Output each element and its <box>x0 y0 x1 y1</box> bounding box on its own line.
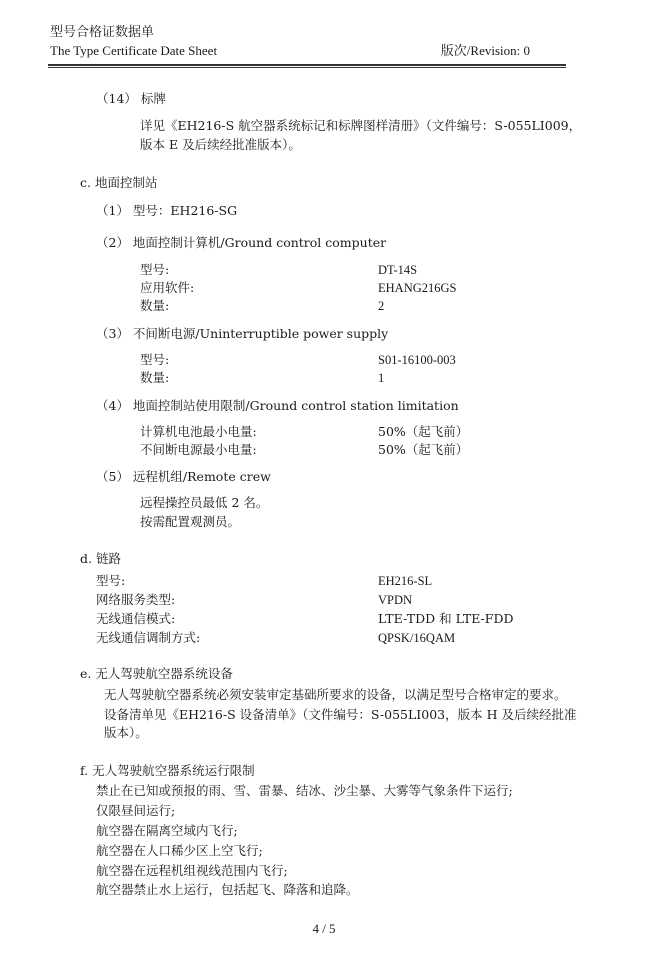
nameplate-desc-line2: 版本 E 及后续经批准版本）。 <box>140 137 301 152</box>
link-value: LTE-TDD 和 LTE-FDD <box>378 611 514 626</box>
uas-equipment-line: 无人驾驶航空器系统必须安装审定基础所要求的设备，以满足型号合格审定的要求。 <box>104 687 567 702</box>
nameplate-desc-line1: 详见《EH216-S 航空器系统标记和标牌图样清册》（文件编号：S-055LI009， <box>140 118 582 133</box>
section-c-heading: c. 地面控制站 <box>80 175 158 190</box>
uas-limit-line: 航空器在隔离空域内飞行; <box>96 823 238 838</box>
section-e-heading: e. 无人驾驶航空器系统设备 <box>80 666 233 681</box>
gcs-limits-heading: （4） 地面控制站使用限制/Ground control station limitation <box>96 398 459 413</box>
gcs-ups-value: S01-16100-003 <box>378 353 456 367</box>
page-number: 4 / 5 <box>312 921 336 936</box>
gcs-limits-label: 计算机电池最小电量: <box>140 424 257 439</box>
gcs-ups-value: 1 <box>378 371 385 385</box>
gcs-crew-line: 远程操控员最低 2 名。 <box>140 495 269 510</box>
link-label: 网络服务类型: <box>96 592 176 607</box>
link-value: QPSK/16QAM <box>378 631 456 645</box>
gcs-computer-label: 应用软件: <box>140 280 195 295</box>
gcs-computer-value: DT-14S <box>378 263 418 277</box>
gcs-crew-line: 按需配置观测员。 <box>140 514 241 529</box>
gcs-computer-value: 2 <box>378 299 385 313</box>
link-label: 无线通信调制方式: <box>96 630 201 645</box>
header-rule <box>48 64 566 66</box>
uas-equipment-line: 版本）。 <box>104 725 148 740</box>
nameplate-item: （14） 标牌 <box>96 91 166 106</box>
header-revision: 版次/Revision: 0 <box>440 43 530 58</box>
link-label: 型号: <box>96 573 126 588</box>
gcs-limits-label: 不间断电源最小电量: <box>140 442 257 457</box>
header-title-en: The Type Certificate Date Sheet <box>50 43 218 58</box>
gcs-ups-label: 型号: <box>140 352 170 367</box>
section-f-heading: f. 无人驾驶航空器系统运行限制 <box>80 763 255 778</box>
uas-limit-line: 仅限昼间运行; <box>96 803 176 818</box>
gcs-computer-heading: （2） 地面控制计算机/Ground control computer <box>96 235 387 250</box>
uas-limit-line: 禁止在已知或预报的雨、雪、雷暴、结冰、沙尘暴、大雾等气象条件下运行; <box>96 783 513 798</box>
gcs-limits-value: 50%（起飞前） <box>378 424 469 439</box>
uas-limit-line: 航空器禁止水上运行，包括起飞、降落和追降。 <box>96 882 359 897</box>
header-title-cn: 型号合格证数据单 <box>50 25 155 40</box>
gcs-computer-label: 数量: <box>140 298 170 313</box>
gcs-model-line: （1） 型号：EH216-SG <box>96 203 238 218</box>
header-rule-thin <box>48 67 566 68</box>
gcs-ups-heading: （3） 不间断电源/Uninterruptible power supply <box>96 326 389 341</box>
link-value: VPDN <box>378 593 413 607</box>
link-label: 无线通信模式: <box>96 611 176 626</box>
gcs-limits-value: 50%（起飞前） <box>378 442 469 457</box>
uas-limit-line: 航空器在远程机组视线范围内飞行; <box>96 863 288 878</box>
section-d-heading: d. 链路 <box>80 551 121 566</box>
gcs-computer-value: EHANG216GS <box>378 281 457 295</box>
gcs-crew-heading: （5） 远程机组/Remote crew <box>96 469 271 484</box>
gcs-ups-label: 数量: <box>140 370 170 385</box>
link-value: EH216-SL <box>378 574 433 588</box>
uas-equipment-line: 设备清单见《EH216-S 设备清单》（文件编号：S-055LI003，版本 H 及后续经批准 <box>104 707 577 722</box>
gcs-computer-label: 型号: <box>140 262 170 277</box>
uas-limit-line: 航空器在人口稀少区上空飞行; <box>96 843 263 858</box>
